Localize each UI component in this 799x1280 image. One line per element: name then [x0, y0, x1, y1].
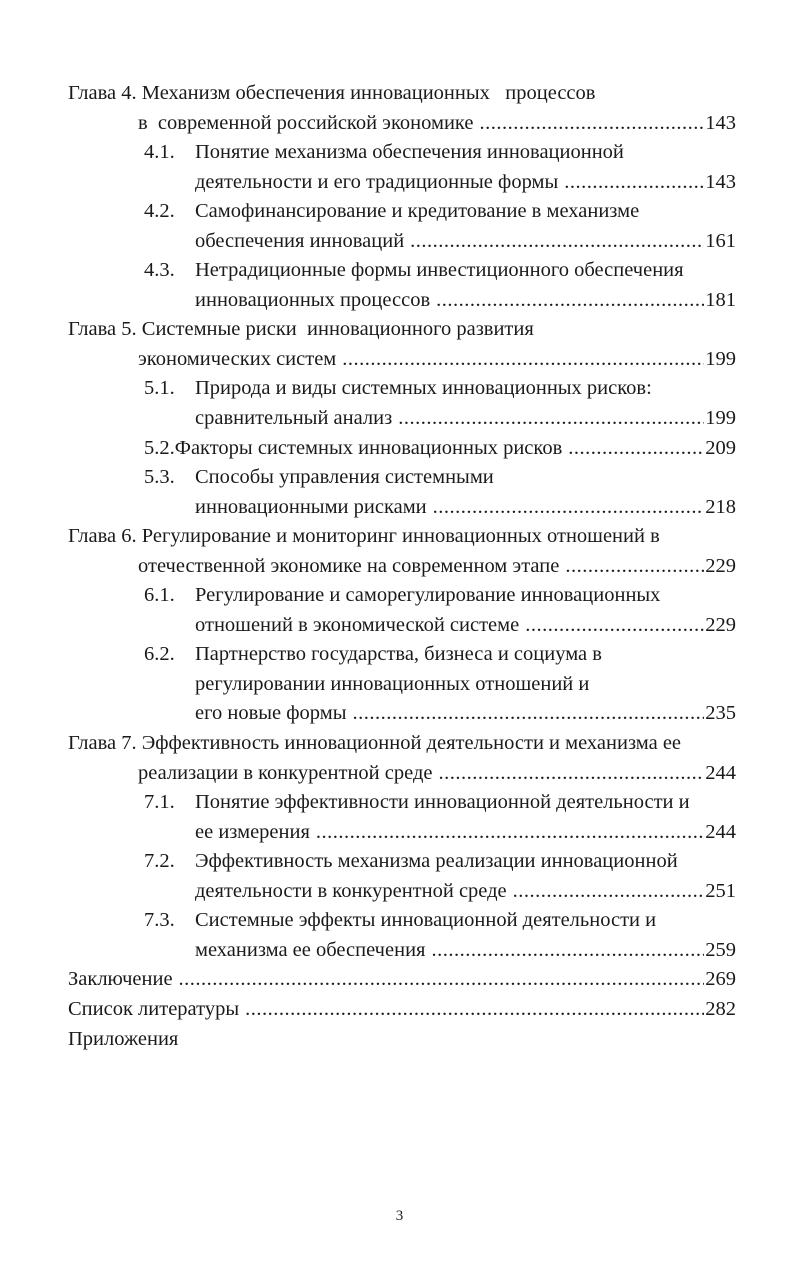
page-number: 229 [705, 554, 736, 577]
section-6-2-title: 6.2. Партнерство государства, бизнеса и социума в [68, 640, 736, 670]
chapter-6-title: Глава 6. Регулирование и мониторинг инновационных отношений в [68, 525, 660, 548]
dot-leader [565, 552, 704, 582]
table-of-contents [68, 79, 736, 1054]
section-number: 6.1. [144, 584, 175, 607]
chapter-5-entry[interactable]: экономических систем ..... 199 [68, 345, 736, 375]
section-number: 5.2. [144, 436, 175, 459]
dot-leader [431, 936, 704, 966]
page-number: 181 [705, 288, 736, 311]
section-number: 7.3. [144, 909, 175, 932]
chapter-4-entry[interactable]: в современной российской экономике ..... 143 [68, 109, 736, 139]
section-4-3-entry[interactable]: инновационных процессов ..... 181 [68, 286, 736, 316]
chapter-5-title: Глава 5. Системные риски инновационного развития [68, 318, 534, 341]
section-number: 5.3. [144, 466, 175, 489]
section-4-2-entry[interactable]: обеспечения инноваций ..... 161 [68, 227, 736, 257]
section-number: 4.1. [144, 141, 175, 164]
section-6-1-title: 6.1. Регулирование и саморегулирование инновационных [68, 581, 736, 611]
section-number: 4.2. [144, 200, 175, 223]
page-number: 229 [705, 613, 736, 636]
section-number: 7.2. [144, 850, 175, 873]
chapter-7-title: Глава 7. Эффективность инновационной деятельности и механизма ее [68, 732, 682, 755]
page-number: 209 [705, 436, 736, 459]
page-number: 259 [705, 938, 736, 961]
section-4-1-entry[interactable]: деятельности и его традиционные формы ..... 143 [68, 168, 736, 198]
dot-leader [513, 877, 705, 907]
section-5-1-entry[interactable]: сравнительный анализ ..... 199 [68, 404, 736, 434]
section-4-3-title: 4.3. Нетрадиционные формы инвестиционного обеспечения [68, 256, 736, 286]
section-number: 5.1. [144, 377, 175, 400]
page-number: 199 [705, 347, 736, 370]
chapter-4-title: Глава 4. Механизм обеспечения инновационных процессов [68, 82, 596, 104]
section-7-3-title: 7.3. Системные эффекты инновационной деятельности и [68, 906, 736, 936]
dot-leader [353, 699, 705, 729]
page-number: 218 [705, 495, 736, 518]
page-number: 251 [705, 879, 736, 902]
dot-leader [433, 493, 705, 523]
chapter-6-entry[interactable]: отечественной экономике на современном этапе ..... 229 [68, 552, 736, 582]
dot-leader [245, 995, 704, 1025]
section-5-1-title: 5.1. Природа и виды системных инновационных рисков: [68, 374, 736, 404]
section-4-1-title: 4.1. Понятие механизма обеспечения инновационной [68, 138, 736, 168]
section-7-1-title: 7.1. Понятие эффективности инновационной деятельности и [68, 788, 736, 818]
page-number: 244 [705, 761, 736, 784]
section-6-1-entry[interactable]: отношений в экономической системе ..... 229 [68, 611, 736, 641]
page-number: 143 [705, 111, 736, 134]
dot-leader [179, 965, 705, 995]
dot-leader [436, 286, 704, 316]
section-4-2-title: 4.2. Самофинансирование и кредитование в механизме [68, 197, 736, 227]
page-number: 244 [705, 820, 736, 843]
page-number: 161 [705, 229, 736, 252]
section-6-2-title-cont: регулировании инновационных отношений и [195, 672, 590, 695]
section-7-2-title: 7.2. Эффективность механизма реализации инновационной [68, 847, 736, 877]
section-number: 6.2. [144, 643, 175, 666]
section-number: 7.1. [144, 791, 175, 814]
dot-leader [564, 168, 704, 198]
dot-leader [342, 345, 704, 375]
section-5-3-entry[interactable]: инновационными рисками ..... 218 [68, 493, 736, 523]
section-6-2-entry[interactable]: его новые формы ..... 235 [68, 699, 736, 729]
section-7-1-entry[interactable]: ее измерения ..... 244 [68, 818, 736, 848]
page-number: 199 [705, 407, 736, 430]
section-7-2-entry[interactable]: деятельности в конкурентной среде ..... 251 [68, 877, 736, 907]
page-footer-number: 3 [395, 1208, 404, 1224]
chapter-7-entry[interactable]: реализации в конкурентной среде ..... 244 [68, 759, 736, 789]
page-number: 282 [705, 997, 736, 1020]
appendices-entry[interactable]: Приложения [68, 1027, 179, 1050]
references-entry[interactable]: Список литературы ..... 282 [68, 995, 736, 1025]
dot-leader [438, 759, 704, 789]
conclusion-entry[interactable]: Заключение ..... 269 [68, 965, 736, 995]
page-number: 269 [705, 968, 736, 991]
dot-leader [316, 818, 704, 848]
section-7-3-entry[interactable]: механизма ее обеспечения ..... 259 [68, 936, 736, 966]
section-number: 4.3. [144, 259, 175, 282]
page-number: 143 [705, 170, 736, 193]
dot-leader [479, 109, 704, 139]
dot-leader [525, 611, 704, 641]
section-5-2-entry[interactable]: 5.2. Факторы системных инновационных рисков ..... 209 [68, 434, 736, 464]
dot-leader [410, 227, 704, 257]
dot-leader [398, 404, 704, 434]
page-number: 235 [705, 702, 736, 725]
section-5-3-title: 5.3. Способы управления системными [68, 463, 736, 493]
dot-leader [568, 434, 704, 464]
